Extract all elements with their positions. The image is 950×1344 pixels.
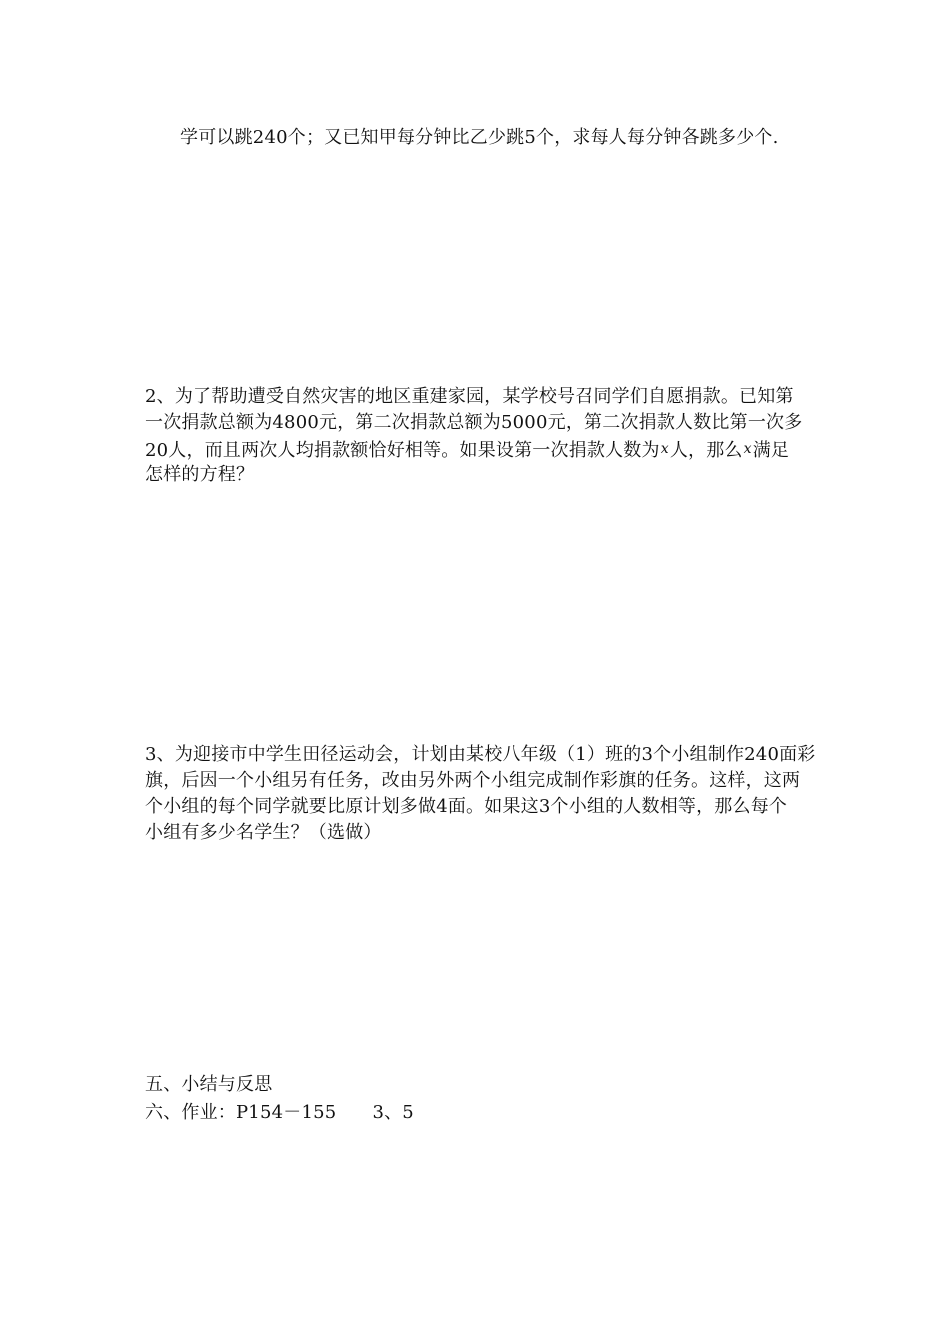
problem2-line3-part-b: 人，那么 xyxy=(669,440,743,461)
variable-x: x xyxy=(660,441,669,457)
section6-items: 3、5 xyxy=(372,1102,414,1123)
section6-label: 六、作业：P154－155 xyxy=(145,1102,337,1123)
section6-homework xyxy=(145,1100,414,1126)
section5-title: 五、小结与反思 xyxy=(145,1074,273,1095)
problem2-line3 xyxy=(145,436,789,464)
problem3-line1: 3、为迎接市中学生田径运动会，计划由某校八年级（1）班的3个小组制作240面彩 xyxy=(145,744,816,765)
problem2-line3-part-c: 满足 xyxy=(752,440,790,461)
problem1-line1: 学可以跳240个；又已知甲每分钟比乙少跳5个，求每人每分钟各跳多少个. xyxy=(180,127,779,148)
problem2-line1: 2、为了帮助遭受自然灾害的地区重建家园，某学校号召同学们自愿捐款。已知第 xyxy=(145,386,794,407)
problem3-line2: 旗，后因一个小组另有任务，改由另外两个小组完成制作彩旗的任务。这样，这两 xyxy=(145,770,801,791)
problem3-line3: 个小组的每个同学就要比原计划多做4面。如果这3个小组的人数相等，那么每个 xyxy=(145,796,788,817)
problem3-line4: 小组有多少名学生？（选做） xyxy=(145,822,382,843)
problem2-line3-part-a: 20人，而且两次人均捐款额恰好相等。如果设第一次捐款人数为 xyxy=(145,440,660,461)
problem2-line4: 怎样的方程？ xyxy=(145,464,255,485)
problem2-line2: 一次捐款总额为4800元，第二次捐款总额为5000元，第二次捐款人数比第一次多 xyxy=(145,412,803,433)
variable-x: x xyxy=(743,441,752,457)
